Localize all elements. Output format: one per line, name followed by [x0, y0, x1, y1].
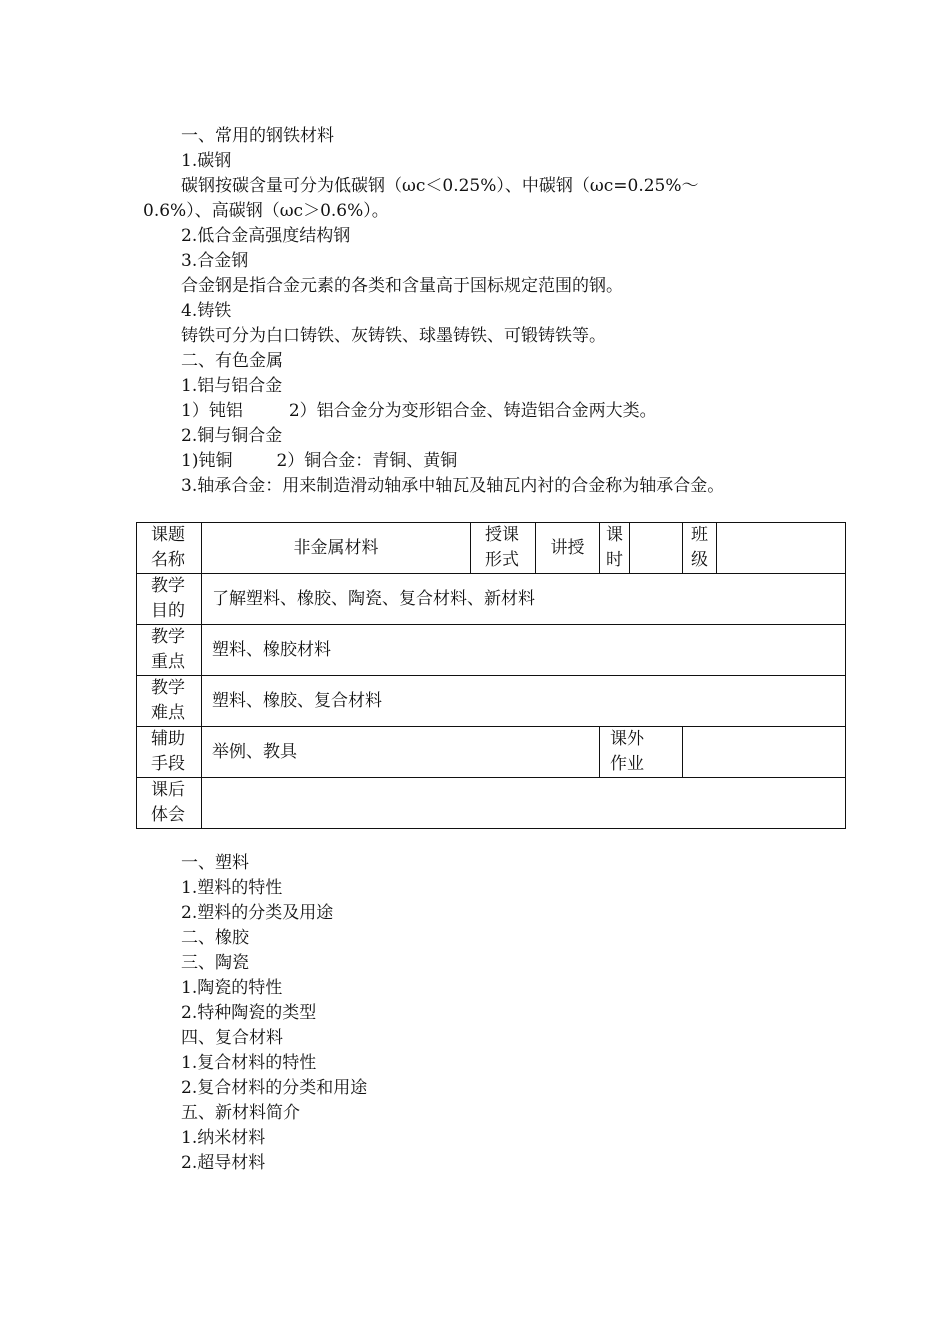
aids-value: 举例、教具: [202, 727, 600, 778]
heading-common-steel: 一、常用的钢铁材料: [181, 126, 334, 146]
aids-label: 辅助 手段: [137, 727, 202, 778]
form-label: 授课 形式: [471, 523, 536, 574]
copper-text: [181, 449, 457, 474]
hours-value: [630, 523, 683, 574]
superconducting-materials: 2.超导材料: [181, 1153, 266, 1173]
homework-label: 课外 作业: [600, 727, 683, 778]
bearing-alloy-text: 3.轴承合金：用来制造滑动轴承中轴瓦及轴瓦内衬的合金称为轴承合金。: [181, 476, 725, 496]
subheading-aluminum: 1.铝与铝合金: [181, 376, 283, 396]
table-row-aids: [137, 727, 846, 778]
subheading-alloy-steel: 3.合金钢: [181, 251, 249, 271]
table-row-difficulties: [137, 676, 846, 727]
key-points-label: 教学 重点: [137, 625, 202, 676]
plastics-properties: 1.塑料的特性: [181, 878, 283, 898]
subheading-hsla-steel: 2.低合金高强度结构钢: [181, 226, 351, 246]
table-row-objective: [137, 574, 846, 625]
topic-label: 课题 名称: [137, 523, 202, 574]
hours-label: 课 时: [600, 523, 630, 574]
aluminum-text: [181, 399, 657, 424]
heading-nonferrous: 二、有色金属: [181, 351, 283, 371]
carbon-steel-text: 碳钢按碳含量可分为低碳钢（ωc＜0.25%）、中碳钢（ωc=0.25%～: [181, 176, 699, 196]
subheading-cast-iron: 4.铸铁: [181, 301, 232, 321]
subheading-copper: 2.铜与铜合金: [181, 426, 283, 446]
homework-value: [683, 727, 846, 778]
objective-label: 教学 目的: [137, 574, 202, 625]
nano-materials: 1.纳米材料: [181, 1128, 266, 1148]
objective-value: 了解塑料、橡胶、陶瓷、复合材料、新材料: [202, 574, 846, 625]
aluminum-alloy: 2）铝合金分为变形铝合金、铸造铝合金两大类。: [288, 401, 657, 421]
difficulties-value: 塑料、橡胶、复合材料: [202, 676, 846, 727]
reflection-label: 课后 体会: [137, 778, 202, 829]
table-row-topic: [137, 523, 846, 574]
pure-copper: 1)钝铜: [181, 451, 233, 471]
alloy-steel-text: 合金钢是指合金元素的各类和含量高于国标规定范围的钢。: [181, 276, 623, 296]
key-points-value: 塑料、橡胶材料: [202, 625, 846, 676]
heading-plastics: 一、塑料: [181, 853, 249, 873]
copper-alloy: 2）铜合金：青铜、黄铜: [276, 451, 458, 471]
cast-iron-text: 铸铁可分为白口铸铁、灰铸铁、球墨铸铁、可锻铸铁等。: [181, 326, 606, 346]
composites-properties: 1.复合材料的特性: [181, 1053, 317, 1073]
lesson-info-table: [136, 522, 846, 829]
heading-new-materials: 五、新材料简介: [181, 1103, 300, 1123]
special-ceramics-types: 2.特种陶瓷的类型: [181, 1003, 317, 1023]
difficulties-label: 教学 难点: [137, 676, 202, 727]
carbon-steel-text-cont: 0.6%）、高碳钢（ωc＞0.6%）。: [143, 201, 389, 221]
table-row-reflection: [137, 778, 846, 829]
plastics-classification: 2.塑料的分类及用途: [181, 903, 334, 923]
topic-value: 非金属材料: [202, 523, 471, 574]
class-label: 班 级: [683, 523, 717, 574]
form-value: 讲授: [536, 523, 600, 574]
ceramics-properties: 1.陶瓷的特性: [181, 978, 283, 998]
heading-composites: 四、复合材料: [181, 1028, 283, 1048]
heading-rubber: 二、橡胶: [181, 928, 249, 948]
heading-ceramics: 三、陶瓷: [181, 953, 249, 973]
reflection-value: [202, 778, 846, 829]
pure-aluminum: 1）钝铝: [181, 401, 243, 421]
class-value: [717, 523, 846, 574]
subheading-carbon-steel: 1.碳钢: [181, 151, 232, 171]
composites-classification: 2.复合材料的分类和用途: [181, 1078, 368, 1098]
table-row-key-points: [137, 625, 846, 676]
